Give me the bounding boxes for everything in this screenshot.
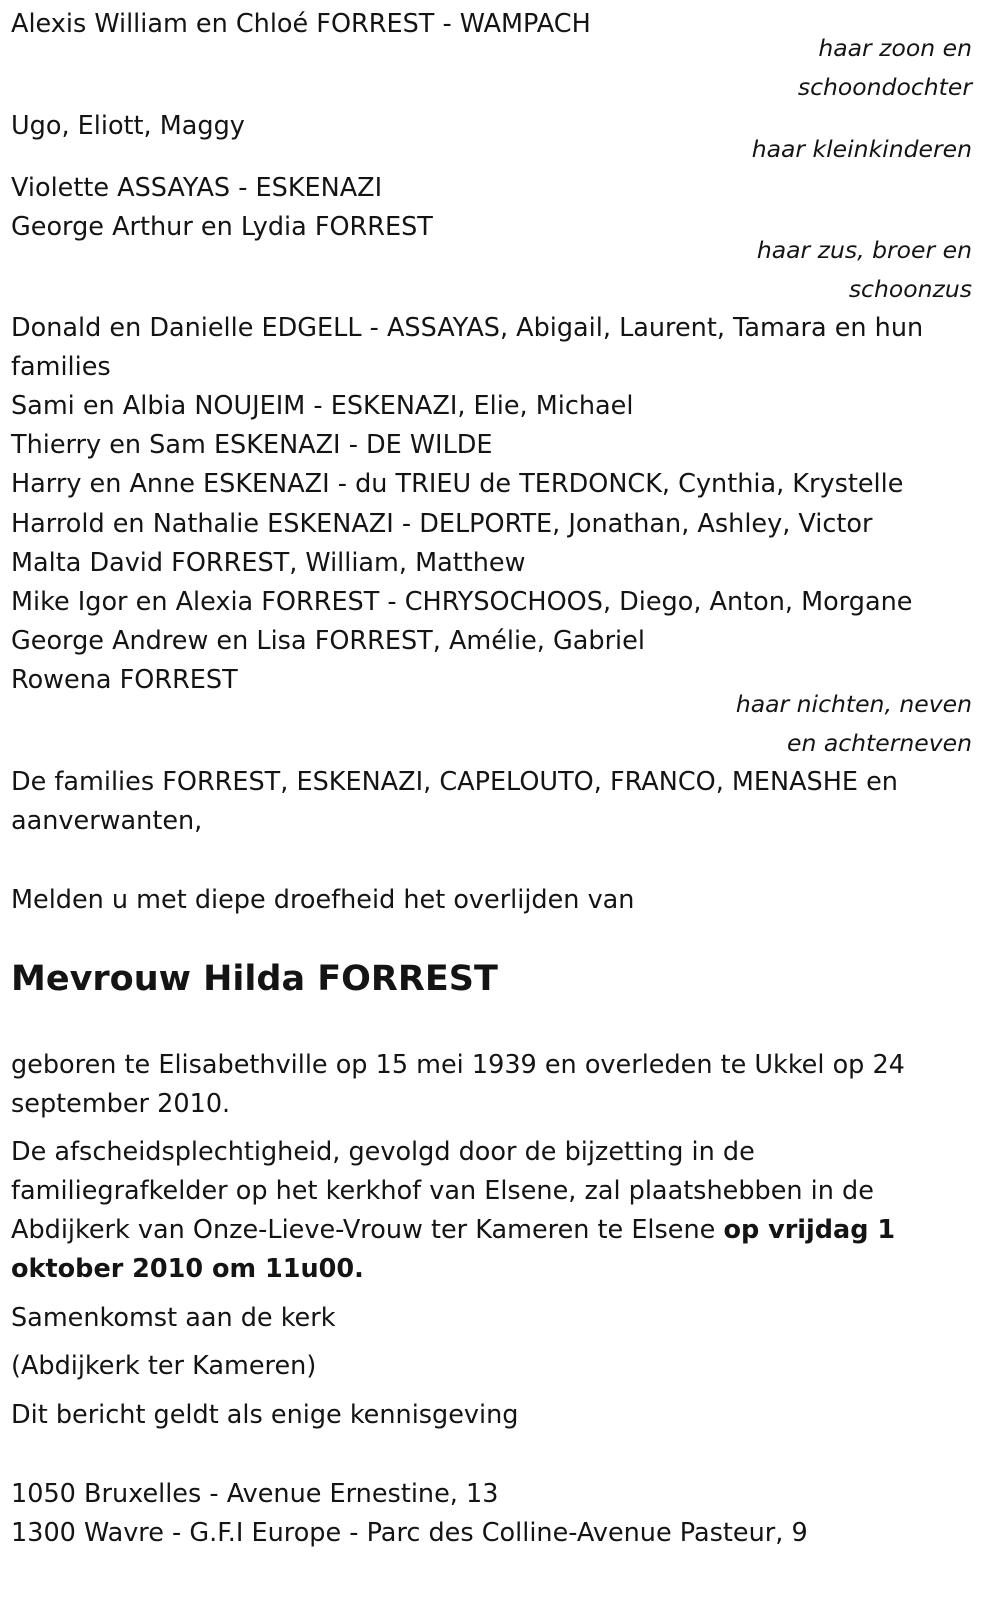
relation-label: schoondochter [797,73,972,101]
relation-label: schoonzus [848,275,972,303]
family-line: George Arthur en Lydia FORREST [11,212,433,242]
ceremony-line: De afscheidsplechtigheid, gevolgd door de bijzetting in de [11,1137,755,1167]
notice-text: Dit bericht geldt als enige kennisgeving [11,1400,519,1430]
address-line: 1050 Bruxelles - Avenue Ernestine, 13 [11,1479,499,1509]
ceremony-date: oktober 2010 om 11u00. [11,1254,364,1284]
ceremony-line [11,1250,364,1289]
address-line: 1300 Wavre - G.F.I Europe - Parc des Colline-Avenue Pasteur, 9 [11,1518,808,1548]
family-line: De families FORREST, ESKENAZI, CAPELOUTO, FRANCO, MENASHE en [11,767,898,797]
family-line: aanverwanten, [11,806,203,836]
family-line: Donald en Danielle EDGELL - ASSAYAS, Abigail, Laurent, Tamara en hun [11,313,924,343]
family-line: Thierry en Sam ESKENAZI - DE WILDE [11,430,493,460]
family-line: Malta David FORREST, William, Matthew [11,548,526,578]
family-line: families [11,352,111,382]
family-line: Harry en Anne ESKENAZI - du TRIEU de TERDONCK, Cynthia, Krystelle [11,469,904,499]
family-line: Harrold en Nathalie ESKENAZI - DELPORTE, Jonathan, Ashley, Victor [11,509,873,539]
ceremony-date: op vrijdag 1 [723,1215,896,1245]
family-line: Violette ASSAYAS - ESKENAZI [11,173,383,203]
family-line: Rowena FORREST [11,665,238,695]
family-line: George Andrew en Lisa FORREST, Amélie, Gabriel [11,626,645,656]
family-line: Mike Igor en Alexia FORREST - CHRYSOCHOOS, Diego, Anton, Morgane [11,587,913,617]
birth-death-line: september 2010. [11,1089,231,1119]
relation-label: en achterneven [787,729,972,757]
church-text: (Abdijkerk ter Kameren) [11,1351,317,1381]
family-line: Sami en Albia NOUJEIM - ESKENAZI, Elie, Michael [11,391,634,421]
family-line: Alexis William en Chloé FORREST - WAMPACH [11,9,591,39]
ceremony-line [11,1211,895,1250]
relation-label: haar kleinkinderen [751,135,972,163]
deceased-name: Mevrouw Hilda FORREST [11,959,498,999]
ceremony-text: Abdijkerk van Onze-Lieve-Vrouw ter Kameren te Elsene [11,1215,724,1245]
announcement-text: Melden u met diepe droefheid het overlijden van [11,885,635,915]
relation-label: haar zoon en [818,34,972,62]
relation-label: haar nichten, neven [735,690,972,718]
ceremony-line: familiegrafkelder op het kerkhof van Elsene, zal plaatshebben in de [11,1176,874,1206]
family-line: Ugo, Eliott, Maggy [11,111,245,141]
relation-label: haar zus, broer en [756,236,972,264]
birth-death-line: geboren te Elisabethville op 15 mei 1939 en overleden te Ukkel op 24 [11,1050,905,1080]
meeting-text: Samenkomst aan de kerk [11,1303,336,1333]
